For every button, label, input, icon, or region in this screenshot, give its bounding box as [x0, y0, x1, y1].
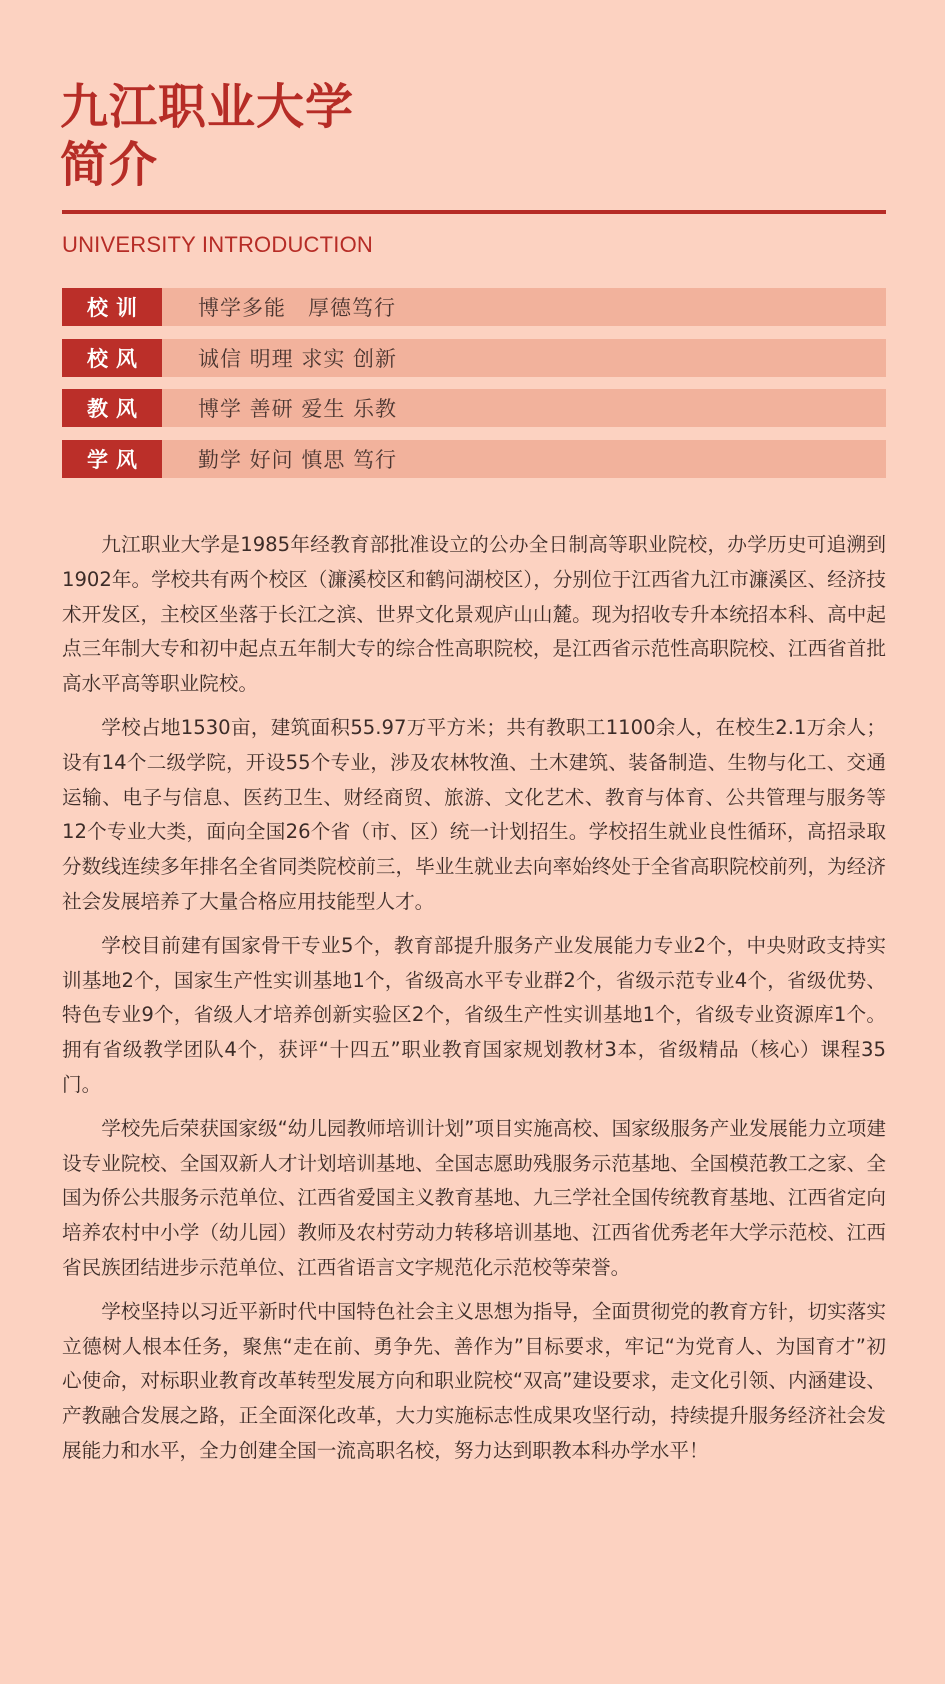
page-title [60, 78, 354, 194]
motto-text: 勤学 好问 慎思 笃行 [198, 447, 398, 472]
motto-list [62, 288, 886, 490]
intro-paragraph-programs: 学校目前建有国家骨干专业5个，教育部提升服务产业发展能力专业2个，中央财政支持实训基地2个，国家生产性实训基地1个，省级高水平专业群2个，省级示范专业4个，省级优势、特色专业9个，省级人才培养创新实验区2个，省级生产性实训基地1个，省级专业资源库1个。拥有省级教学团队4个，获评“十四五”职业教育国家规划教材3本，省级精品（核心）课程35门。 [62, 933, 886, 1096]
intro-paragraph-honors: 学校先后荣获国家级“幼儿园教师培训计划”项目实施高校、国家级服务产业发展能力立项建设专业院校、全国双新人才计划培训基地、全国志愿助残服务示范基地、全国模范教工之家、全国为侨公共服务示范单位、江西省爱国主义教育基地、九三学社全国传统教育基地、江西省定向培养农村中小学（幼儿园）教师及农村劳动力转移培训基地、江西省优秀老年大学示范校、江西省民族团结进步示范单位、江西省语言文字规范化示范校等荣誉。 [62, 1116, 886, 1279]
intro-body [62, 528, 886, 1478]
title-divider [62, 210, 886, 214]
motto-row-jiaofeng [62, 389, 886, 427]
page-title-line1: 九江职业大学 [60, 79, 355, 135]
motto-label: 校训 [62, 288, 162, 326]
motto-row-xiaofeng [62, 339, 886, 377]
page-subtitle: UNIVERSITY INTRODUCTION [62, 232, 373, 257]
intro-paragraph-scale: 学校占地1530亩，建筑面积55.97万平方米；共有教职工1100余人，在校生2.1万余人；设有14个二级学院，开设55个专业，涉及农林牧渔、土木建筑、装备制造、生物与化工、交通运输、电子与信息、医药卫生、财经商贸、旅游、文化艺术、教育与体育、公共管理与服务等12个专业大类，面向全国26个省（市、区）统一计划招生。学校招生就业良性循环，高招录取分数线连续多年排名全省同类院校前三，毕业生就业去向率始终处于全省高职院校前列，为经济社会发展培养了大量合格应用技能型人才。 [62, 715, 886, 913]
motto-label: 教风 [62, 389, 162, 427]
intro-paragraph-history: 九江职业大学是1985年经教育部批准设立的公办全日制高等职业院校，办学历史可追溯到1902年。学校共有两个校区（濂溪校区和鹤问湖校区），分别位于江西省九江市濂溪区、经济技术开发区，主校区坐落于长江之滨、世界文化景观庐山山麓。现为招收专升本统招本科、高中起点三年制大专和初中起点五年制大专的综合性高职院校，是江西省示范性高职院校、江西省首批高水平高等职业院校。 [62, 533, 886, 696]
motto-text: 博学 善研 爱生 乐教 [198, 397, 398, 421]
motto-label: 学风 [62, 440, 162, 478]
page-title-line2: 简介 [60, 137, 159, 193]
motto-row-xiaoxun [62, 288, 886, 326]
motto-text: 博学多能 厚德笃行 [198, 296, 396, 320]
motto-row-xuefeng [62, 440, 886, 478]
motto-label: 校风 [62, 339, 162, 377]
intro-paragraph-mission: 学校坚持以习近平新时代中国特色社会主义思想为指导，全面贯彻党的教育方针，切实落实立德树人根本任务，聚焦“走在前、勇争先、善作为”目标要求，牢记“为党育人、为国育才”初心使命，对标职业教育改革转型发展方向和职业院校“双高”建设要求，走文化引领、内涵建设、产教融合发展之路，正全面深化改革，大力实施标志性成果攻坚行动，持续提升服务经济社会发展能力和水平，全力创建全国一流高职名校，努力达到职教本科办学水平！ [62, 1299, 886, 1462]
motto-text: 诚信 明理 求实 创新 [198, 346, 398, 371]
